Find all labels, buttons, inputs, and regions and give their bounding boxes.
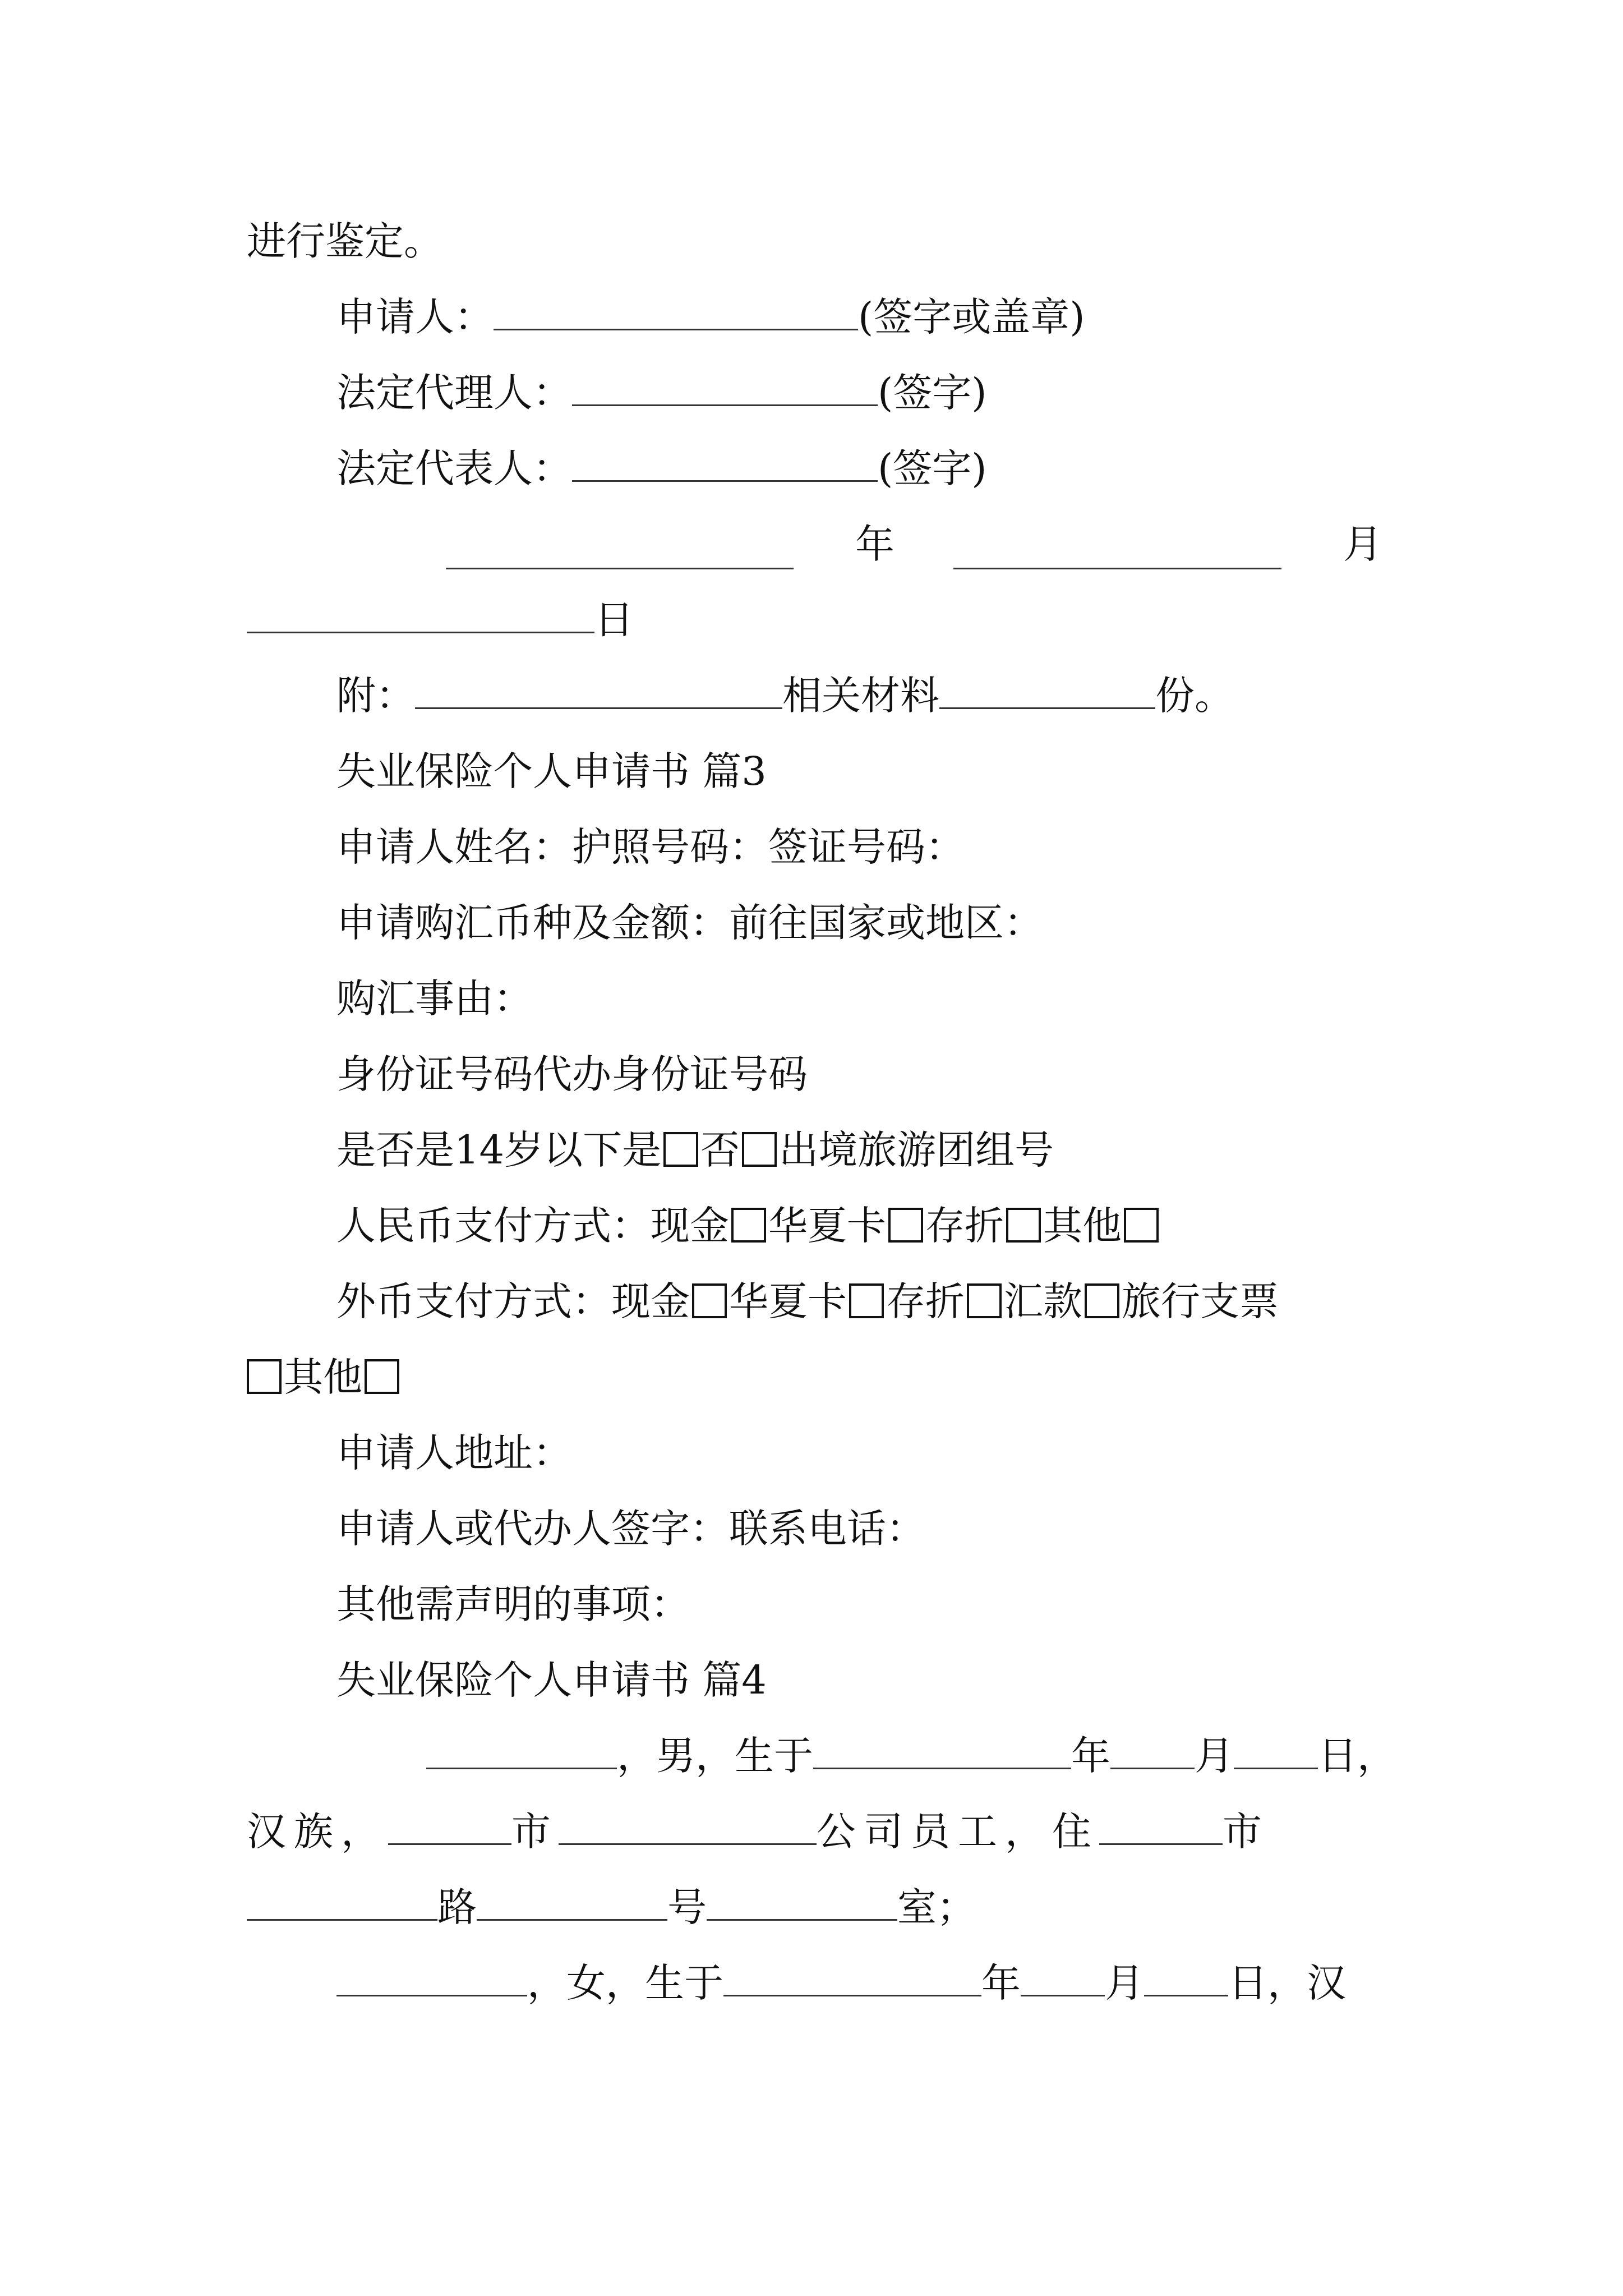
- label: 法定代表人：: [336, 445, 572, 491]
- label: 月: [1105, 1960, 1144, 2006]
- blank-field[interactable]: [415, 667, 782, 709]
- checkbox[interactable]: [1124, 1208, 1159, 1243]
- text-line: [336, 1571, 1385, 1638]
- checkbox[interactable]: [663, 1132, 698, 1167]
- male-address-line-cont: [247, 1874, 1385, 1941]
- text-line: [336, 813, 1385, 881]
- month-blank[interactable]: [953, 527, 1281, 569]
- month-blank[interactable]: [1021, 1954, 1105, 1996]
- checkbox[interactable]: [967, 1283, 1002, 1318]
- line-text: 其他需声明的事项：: [336, 1581, 690, 1627]
- label: 否: [700, 1127, 740, 1173]
- label: 公司员工，住: [817, 1809, 1099, 1855]
- heading-text: 失业保险个人申请书 篇4: [336, 1657, 767, 1703]
- text-line: [336, 965, 1385, 1032]
- blank-field[interactable]: [494, 288, 858, 330]
- day-blank[interactable]: [1234, 1727, 1318, 1769]
- line-text: 购汇事由：: [336, 976, 533, 1022]
- number-blank[interactable]: [477, 1879, 667, 1921]
- foreign-payment-line: [336, 1268, 1385, 1335]
- text-line: [336, 889, 1385, 956]
- checkbox[interactable]: [365, 1359, 399, 1394]
- label: ，男，生于: [617, 1733, 813, 1779]
- day-line: [247, 586, 1385, 654]
- checkbox[interactable]: [247, 1359, 282, 1394]
- label: 附：: [336, 673, 415, 719]
- day-blank[interactable]: [247, 591, 594, 633]
- label: 人民币支付方式：现金: [336, 1203, 729, 1249]
- checkbox[interactable]: [692, 1283, 727, 1318]
- label: 年: [855, 521, 895, 567]
- road-blank[interactable]: [247, 1879, 437, 1921]
- label: 存折: [925, 1203, 1004, 1249]
- label: 日，: [1318, 1733, 1396, 1779]
- attachment-line: [336, 662, 1385, 729]
- label: (签字或盖章): [858, 294, 1085, 340]
- male-info-line: [247, 1722, 1396, 1789]
- label: 年: [981, 1960, 1021, 2006]
- legal-representative-line: [336, 435, 1385, 502]
- label: 汇款: [1004, 1278, 1082, 1324]
- blank-field[interactable]: [572, 440, 878, 482]
- label: 外币支付方式：现金: [336, 1278, 690, 1324]
- female-info-line: [336, 1949, 1385, 2017]
- label: 市: [511, 1809, 559, 1855]
- label: 年: [1071, 1733, 1110, 1779]
- line-text: 申请人姓名：护照号码：签证号码：: [336, 824, 965, 870]
- label: 室；: [897, 1884, 976, 1930]
- month-blank[interactable]: [1110, 1727, 1195, 1769]
- blank-field[interactable]: [939, 667, 1155, 709]
- room-blank[interactable]: [707, 1879, 897, 1921]
- city-blank[interactable]: [1099, 1803, 1223, 1845]
- section-heading: [336, 738, 1385, 805]
- label: 华夏卡: [729, 1278, 847, 1324]
- label: (签字): [878, 445, 987, 491]
- label: 相关材料: [782, 673, 939, 719]
- label: 路: [437, 1884, 477, 1930]
- checkbox[interactable]: [1085, 1283, 1119, 1318]
- label: 号: [667, 1884, 707, 1930]
- label: 法定代理人：: [336, 370, 572, 416]
- label: 其他: [1043, 1203, 1122, 1249]
- line-text: 申请购汇币种及金额：前往国家或地区：: [336, 900, 1043, 946]
- line-text: 申请人或代办人签字：联系电话：: [336, 1506, 925, 1552]
- section-heading: [336, 1646, 1385, 1714]
- text-line: [336, 1495, 1385, 1562]
- label: 份。: [1155, 673, 1234, 719]
- company-blank[interactable]: [559, 1803, 817, 1845]
- label: 出境旅游团组号: [779, 1127, 1054, 1173]
- label: 是否是14岁以下是: [336, 1127, 662, 1173]
- line-text: 身份证号码代办身份证号码: [336, 1051, 808, 1097]
- day-blank[interactable]: [1144, 1954, 1228, 1996]
- label: (签字): [878, 370, 987, 416]
- label: 市: [1223, 1809, 1270, 1855]
- label: 华夏卡: [768, 1203, 886, 1249]
- checkbox[interactable]: [849, 1283, 884, 1318]
- name-blank[interactable]: [336, 1954, 527, 1996]
- text-line: [247, 208, 1385, 275]
- age-checkbox-line: [336, 1116, 1385, 1184]
- checkbox[interactable]: [1006, 1208, 1041, 1243]
- line-text: 申请人地址：: [336, 1430, 572, 1476]
- label: 旅行支票: [1122, 1278, 1279, 1324]
- label: 申请人：: [336, 294, 494, 340]
- date-line: [247, 510, 1385, 578]
- heading-text: 失业保险个人申请书 篇3: [336, 748, 767, 794]
- year-blank[interactable]: [446, 527, 794, 569]
- city-blank[interactable]: [388, 1803, 511, 1845]
- label: 月: [1343, 521, 1382, 567]
- label: 其他: [284, 1354, 362, 1400]
- label: 日: [594, 597, 634, 643]
- label: 日，汉: [1228, 1960, 1346, 2006]
- checkbox[interactable]: [888, 1208, 923, 1243]
- text-line: [336, 1419, 1385, 1487]
- applicant-signature-line: [336, 283, 1385, 351]
- label: 汉族，: [247, 1809, 388, 1855]
- foreign-payment-line-cont: [247, 1343, 1385, 1411]
- male-address-line: [247, 1798, 1385, 1865]
- checkbox[interactable]: [742, 1132, 777, 1167]
- blank-field[interactable]: [572, 364, 878, 406]
- rmb-payment-line: [336, 1192, 1385, 1259]
- label: 存折: [886, 1278, 965, 1324]
- year-blank[interactable]: [813, 1727, 1071, 1769]
- text-line: [336, 1041, 1385, 1108]
- checkbox[interactable]: [731, 1208, 766, 1243]
- line-text: 进行鉴定。: [247, 218, 443, 264]
- label: ，女，生于: [527, 1960, 723, 2006]
- name-blank[interactable]: [426, 1727, 617, 1769]
- year-blank[interactable]: [723, 1954, 981, 1996]
- label: 月: [1195, 1733, 1234, 1779]
- legal-agent-line: [336, 359, 1385, 426]
